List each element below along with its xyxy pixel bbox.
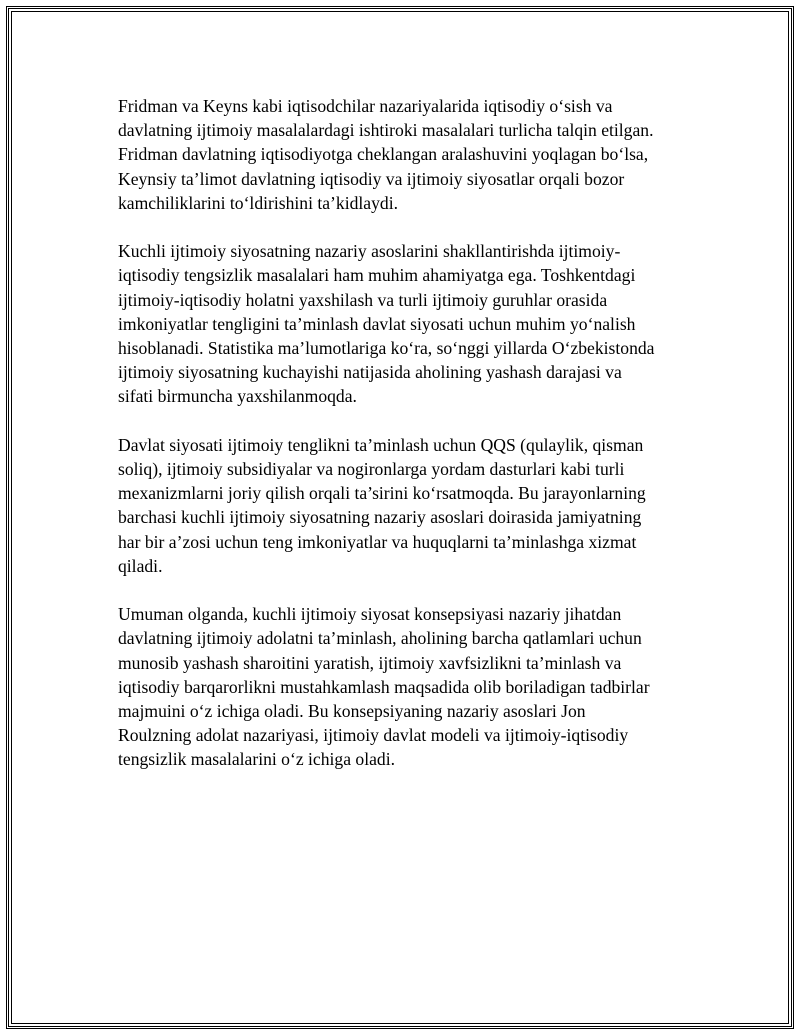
paragraph-4: Umuman olganda, kuchli ijtimoiy siyosat konsepsiyasi nazariy jihatdan davlatning ijtimoiy adolatni ta’minlash, aholining barcha qatlamlari uchun munosib yashash sharoitini yaratish, ijtimoiy xavfsizlikni ta’minlash va iqtisodiy barqarorlikni mustahkamlash maqsadida olib boriladigan tadbirlar majmuini o‘z ichiga oladi. Bu konsepsiyaning nazariy asoslari Jon Roulzning adolat nazariyasi, ijtimoiy davlat modeli va ijtimoiy-iqtisodiy tengsizlik masalalarini o‘z ichiga oladi.	[118, 604, 650, 770]
paragraph-1: Fridman va Keyns kabi iqtisodchilar nazariyalarida iqtisodiy o‘sish va davlatning ijtimoiy masalalardagi ishtiroki masalalari turlicha talqin etilgan. Fridman davlatning iqtisodiyotga cheklangan aralashuvini yoqlagan bo‘lsa, Keynsiy ta’limot davlatning iqtisodiy va ijtimoiy siyosatlar orqali bozor kamchiliklarini to‘ldirishini ta’kidlaydi.	[118, 96, 654, 213]
paragraph-2: Kuchli ijtimoiy siyosatning nazariy asoslarini shakllantirishda ijtimoiy- iqtisodiy tengsizlik masalalari ham muhim ahamiyatga ega. Toshkentdagi ijtimoiy-iqtisodiy holatni yaxshilash va turli ijtimoiy guruhlar orasida imkoniyatlar tengligini ta’minlash davlat siyosati uchun muhim yo‘nalish hisoblanadi. Statistika ma’lumotlariga ko‘ra, so‘nggi yillarda O‘zbekistonda ijtimoiy siyosatning kuchayishi natijasida aholining yashash darajasi va sifati birmuncha yaxshilanmoqda.	[118, 241, 655, 407]
document-body	[118, 94, 684, 796]
paragraph-3: Davlat siyosati ijtimoiy tenglikni ta’minlash uchun QQS (qulaylik, qisman soliq), ijtimoiy subsidiyalar va nogironlarga yordam dasturlari kabi turli mexanizmlarni joriy qilish orqali ta’sirini ko‘rsatmoqda. Bu jarayonlarning barchasi kuchli ijtimoiy siyosatning nazariy asoslari doirasida jamiyatning har bir a’zosi uchun teng imkoniyatlar va huquqlarni ta’minlashga xizmat qiladi.	[118, 434, 646, 576]
